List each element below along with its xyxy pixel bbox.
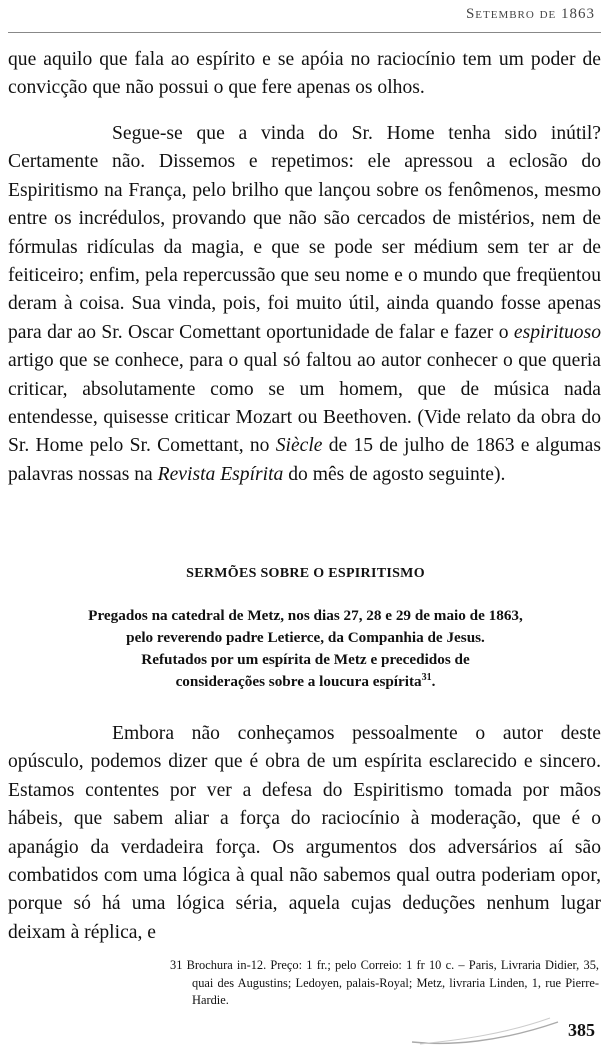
footnote xyxy=(170,957,599,1010)
header-rule xyxy=(8,32,601,33)
p2-italic-espirituoso: espirituoso xyxy=(513,321,601,343)
section-subtitle xyxy=(20,605,591,693)
paragraph-review: Embora não conheçamos pessoalmente o autor deste opúsculo, podemos dizer que é obra de um espírita esclarecido e sincero. Estamos contentes por ver a defesa do Espiritismo tomada por mãos hábeis, que sabem aliar a força do raciocínio à moderação, que é o apanágio da verdadeira força. Os argumentos dos adversários aí são combatidos com uma lógica à qual não sabemos qual outra poderiam opor, porque só há uma lógica séria, aquela cujas deduções nenhum lugar deixam à réplica, e xyxy=(8,723,601,943)
footnote-number: 31 xyxy=(170,958,183,972)
subtitle-line-1: Pregados na catedral de Metz, nos dias 27, 28 e 29 de maio de 1863, xyxy=(88,607,523,624)
p2-text-a: Segue-se que a vinda do Sr. Home tenha sido inútil? Certamente não. Dissemos e repetimos: ele apressou a eclosão do Espiritismo na França, pelo brilho que lançou sobre os fenômenos, mesmo entre os incrédulos, provando que não são cercados de mistérios, nem de fórmulas ridículas da magia, e que se pode ser médium sem ter ar de feiticeiro; enfim, pela repercussão que seu nome e o mundo que freqüentou deram à coisa. Sua vinda, pois, foi muito útil, ainda quando fosse apenas para dar ao Sr. Oscar Comettant oportunidade de falar e fazer o xyxy=(8,123,601,343)
subtitle-line-4 xyxy=(20,671,591,693)
subtitle-line-2: pelo reverendo padre Letierce, da Companhia de Jesus. xyxy=(126,629,485,646)
p2-italic-revista: Revista Espírita xyxy=(157,463,284,485)
paragraph-continuation: que aquilo que fala ao espírito e se apóia no raciocínio tem um poder de convicção que não possui o que fere apenas os olhos. xyxy=(8,49,601,99)
p2-text-d: do mês de agosto seguinte). xyxy=(283,463,506,485)
page-number: 385 xyxy=(568,1020,595,1040)
subtitle-line-3: Refutados por um espírita de Metz e precedidos de xyxy=(141,651,470,668)
footnote-text: Brochura in-12. Preço: 1 fr.; pelo Correio: 1 fr 10 c. – Paris, Livraria Didier, 35, quai des Augustins; Ledoyen, palais-Royal; Metz, livraria Linden, 1, rue Pierre-Hardie. xyxy=(186,958,599,1008)
subtitle-end: . xyxy=(431,673,436,690)
subtitle-line-4-text: considerações sobre a loucura espírita xyxy=(175,673,422,690)
running-head: Setembro de 1863 xyxy=(465,6,595,22)
p2-italic-siecle: Siècle xyxy=(275,435,323,457)
footnote-reference: 31 xyxy=(421,671,432,683)
page-flourish-ornament xyxy=(410,1016,560,1046)
p2-text-b: artigo que se conhece, para o qual só faltou ao autor conhecer o que queria criticar, absolutamente como se um homem, que de música nada entendesse, quisesse criticar Mozart ou Beethoven. (Vide relato da obra do Sr. Home pelo Sr. Comettant, no xyxy=(8,350,601,457)
paragraph-home-visit xyxy=(8,120,601,489)
section-title: SERMÕES SOBRE O ESPIRITISMO xyxy=(186,566,425,581)
p2-text-c: de 15 de julho de 1863 e algumas palavras nossas na xyxy=(8,435,601,485)
